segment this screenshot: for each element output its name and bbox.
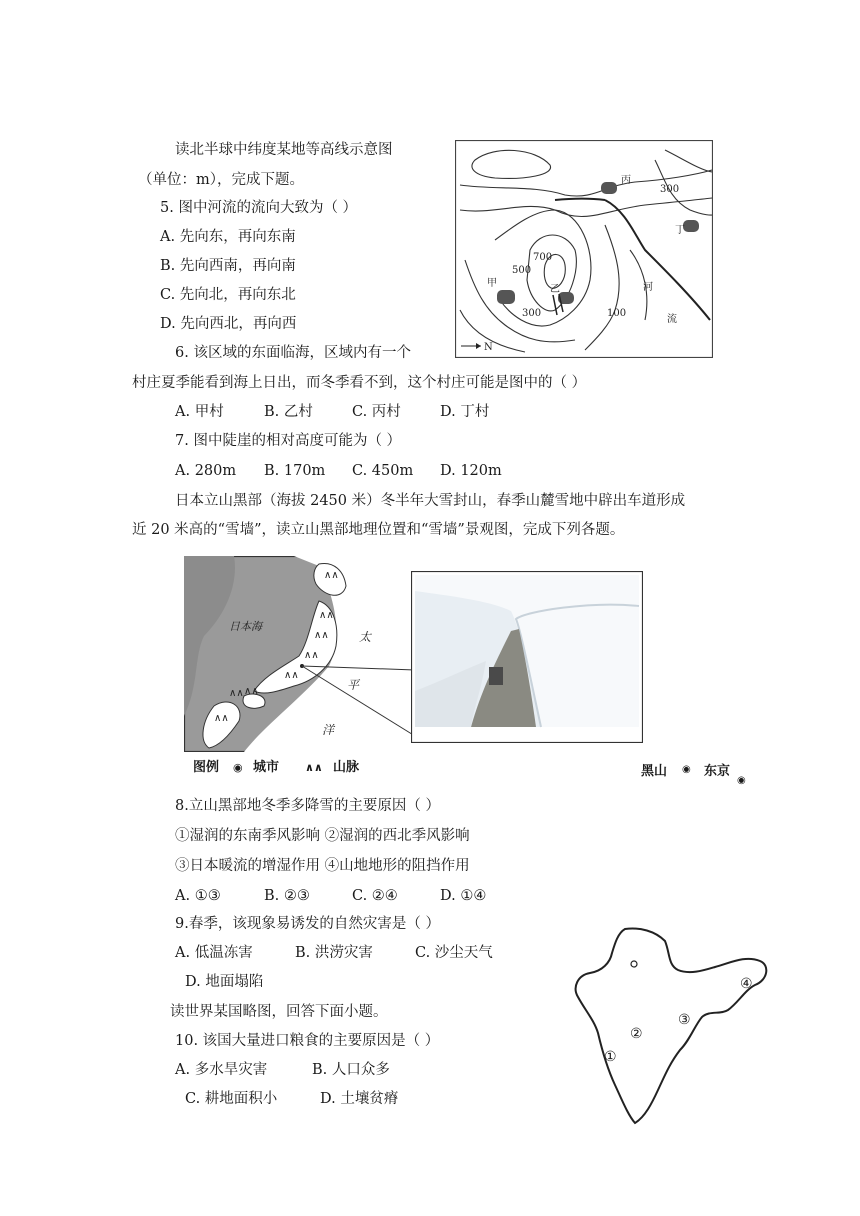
q5-option-d: D. 先向西北，再向西 (160, 316, 297, 332)
contour-label-liu: 流 (667, 314, 677, 325)
ocean-char-ping: 平 (347, 678, 360, 692)
intro-japan-line2: 近 20 米高的“雪墙”，读立山黑部地理位置和“雪墙”景观图，完成下列各题。 (132, 522, 625, 538)
q10-stem: 10. 该国大量进口粮食的主要原因是（ ） (175, 1033, 440, 1049)
q6-option-d: D. 丁村 (440, 404, 490, 420)
contour-label-yi: 乙 (550, 284, 560, 295)
india-marker-3: ③ (678, 1012, 691, 1028)
north-arrow-label: N (484, 342, 493, 353)
india-marker-2: ② (630, 1026, 643, 1042)
ocean-char-tai: 太 (359, 630, 372, 644)
city-label-heishan: 黑山 (641, 764, 668, 779)
contour-label-bing: 丙 (621, 175, 631, 186)
india-map (570, 925, 775, 1127)
q8-option-d: D. ①④ (440, 888, 487, 904)
contour-map (455, 140, 713, 358)
contour-label-700: 700 (533, 252, 553, 263)
q9-option-b: B. 洪涝灾害 (295, 945, 373, 961)
sea-of-japan-label: 日本海 (229, 620, 262, 633)
q9-option-d: D. 地面塌陷 (185, 974, 264, 990)
q8-option-c: C. ②④ (352, 888, 398, 904)
q7-stem: 7. 图中陡崖的相对高度可能为（ ） (175, 433, 402, 449)
q9-option-c: C. 沙尘天气 (415, 945, 493, 961)
legend-city-symbol: ◉ (233, 761, 243, 774)
q6-stem-line1: 6. 该区域的东面临海，区域内有一个 (175, 345, 411, 361)
q9-stem: 9.春季，该现象易诱发的自然灾害是（ ） (175, 916, 440, 932)
q8-option-b: B. ②③ (264, 888, 310, 904)
q5-option-c: C. 先向北，再向东北 (160, 287, 296, 303)
callout-lines (300, 640, 420, 740)
q6-option-b: B. 乙村 (264, 404, 313, 420)
intro-country-map: 读世界某国略图，回答下面小题。 (170, 1004, 388, 1020)
q7-option-d: D. 120m (440, 463, 502, 479)
q10-option-a: A. 多水旱灾害 (175, 1062, 268, 1078)
legend-title: 图例 (193, 760, 220, 775)
legend-mountain-symbol: ∧∧ (305, 761, 323, 774)
mountain-symbol: ∧∧ (229, 688, 244, 699)
contour-label-100: 100 (607, 308, 627, 319)
city-symbol-heishan: ◉ (682, 764, 691, 775)
mountain-symbol: ∧∧ (244, 686, 259, 697)
contour-label-500: 500 (512, 265, 532, 276)
mountain-symbol: ∧∧ (214, 713, 229, 724)
q8-option-a: A. ①③ (175, 888, 221, 904)
q10-option-d: D. 土壤贫瘠 (320, 1091, 399, 1107)
mountain-symbol: ∧∧ (324, 570, 339, 581)
mountain-symbol: ∧∧ (304, 650, 319, 661)
contour-label-he: 河 (643, 282, 653, 293)
intro-contour-line1: 读北半球中纬度某地等高线示意图 (175, 142, 393, 158)
intro-japan-line1: 日本立山黑部（海拔 2450 米）冬半年大雪封山，春季山麓雪地中辟出车道形成 (175, 493, 686, 509)
q10-option-b: B. 人口众多 (312, 1062, 390, 1078)
q5-option-a: A. 先向东，再向东南 (160, 229, 296, 245)
city-label-tokyo: 东京 (704, 764, 731, 779)
legend-mountain-label: 山脉 (333, 760, 360, 775)
contour-label-jia: 甲 (487, 278, 497, 289)
legend-city-label: 城市 (253, 760, 280, 775)
mountain-symbol: ∧∧ (319, 610, 334, 621)
contour-label-ding: 丁 (675, 225, 685, 236)
mountain-symbol: ∧∧ (314, 630, 329, 641)
q7-option-c: C. 450m (352, 463, 414, 479)
q5-option-b: B. 先向西南，再向南 (160, 258, 296, 274)
contour-label-300b: 300 (522, 308, 542, 319)
intro-contour-line2: （单位：m），完成下题。 (138, 172, 304, 188)
q6-option-c: C. 丙村 (352, 404, 401, 420)
q8-choices-line1: ①湿润的东南季风影响 ②湿润的西北季风影响 (175, 828, 470, 844)
q6-option-a: A. 甲村 (175, 404, 224, 420)
q7-option-b: B. 170m (264, 463, 326, 479)
q6-stem-line2: 村庄夏季能看到海上日出，而冬季看不到，这个村庄可能是图中的（ ） (132, 375, 587, 391)
q8-choices-line2: ③日本暖流的增湿作用 ④山地地形的阻挡作用 (175, 858, 470, 874)
india-marker-4: ④ (740, 976, 753, 992)
india-marker-1: ① (604, 1049, 617, 1065)
q7-option-a: A. 280m (175, 463, 237, 479)
q9-option-a: A. 低温冻害 (175, 945, 253, 961)
contour-label-300a: 300 (660, 184, 680, 195)
mountain-symbol: ∧∧ (284, 670, 299, 681)
q8-stem: 8.立山黑部地冬季多降雪的主要原因（ ） (175, 798, 440, 814)
q10-option-c: C. 耕地面积小 (185, 1091, 278, 1107)
q5-stem: 5. 图中河流的流向大致为（ ） (160, 200, 358, 216)
city-symbol-tokyo: ◉ (737, 775, 746, 786)
ocean-char-yang: 洋 (322, 723, 335, 737)
snow-wall-photo (411, 571, 643, 743)
